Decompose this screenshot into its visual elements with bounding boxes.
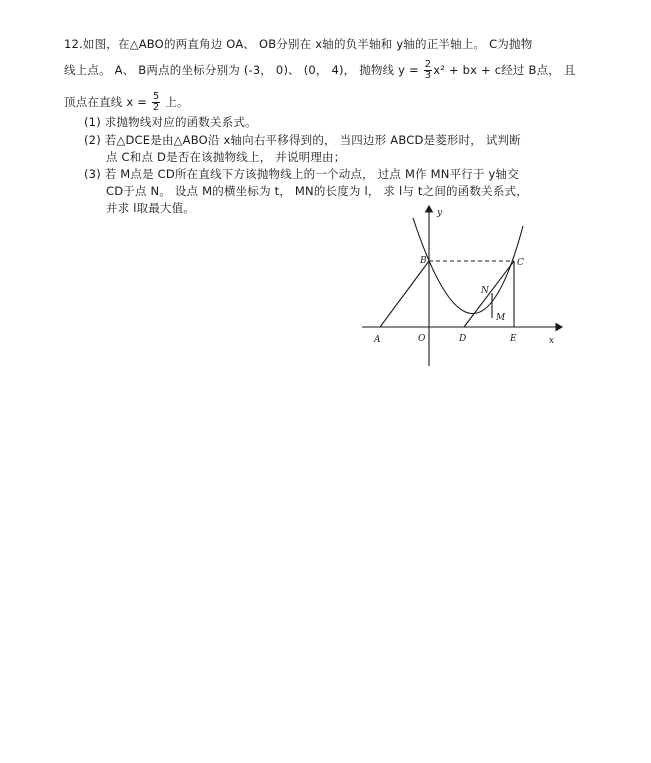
intro-line-3-text-b: 上。 (161, 95, 189, 109)
question-3-line-2: CD于点 N。 设点 M的横坐标为 t， MN的长度为 l， 求 l与 t之间的函数关系式， (106, 184, 528, 198)
label-origin: O (418, 334, 426, 344)
fraction-denominator: 2 (152, 102, 160, 113)
label-n: N (481, 286, 489, 296)
label-m: M (496, 313, 506, 323)
label-b: B (420, 256, 427, 266)
question-2-line-2: 点 C和点 D是否在该抛物线上， 并说明理由； (106, 150, 346, 164)
fraction-numerator: 2 (424, 59, 432, 70)
question-3-line-3: 并求 l取最大值。 (106, 201, 196, 215)
fraction-numerator: 5 (152, 91, 160, 102)
question-3-line-1: (3) 若 M点是 CD所在直线下方该抛物线上的一个动点， 过点 M作 MN平行于 y轴交 (84, 167, 519, 181)
label-x-axis: x (549, 336, 555, 346)
label-a: A (374, 335, 381, 345)
intro-line-2-text-a: 线上点。 A、 B两点的坐标分别为 (-3， 0)、 (0， 4)， 抛物线 y = (64, 63, 423, 77)
label-d: D (459, 334, 467, 344)
label-c: C (517, 258, 524, 268)
label-y-axis: y (437, 208, 443, 218)
fraction-denominator: 3 (424, 70, 432, 81)
question-2-line-1: (2) 若△DCE是由△ABO沿 x轴向右平移得到的， 当四边形 ABCD是菱形时， 试判断 (84, 133, 521, 147)
segment-ab (380, 261, 429, 327)
intro-line-1: 12.如图，在△ABO的两直角边 OA、 OB分别在 x轴的负半轴和 y轴的正半轴上。 C为抛物 (64, 37, 533, 51)
intro-line-3-text-a: 顶点在直线 x = (64, 95, 151, 109)
segment-dc (464, 261, 514, 327)
question-1: (1) 求抛物线对应的函数关系式。 (84, 115, 257, 129)
label-e: E (510, 334, 517, 344)
intro-line-2-text-b: x² + bx + c经过 B点， 且 (433, 63, 576, 77)
